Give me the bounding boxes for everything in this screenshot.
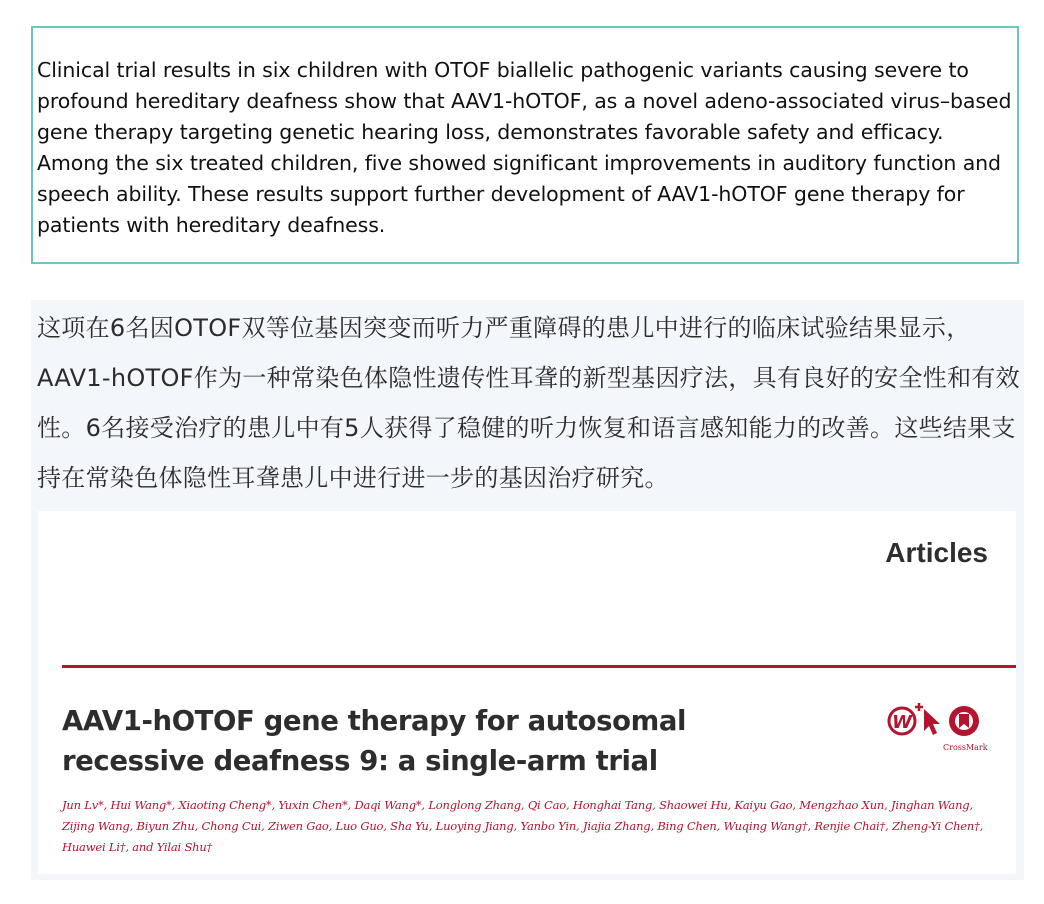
- article-title: AAV1-hOTOF gene therapy for autosomal recessive deafness 9: a single-arm trial: [62, 705, 687, 777]
- click-cursor-icon: [924, 709, 940, 735]
- crossmark-icon: [949, 706, 979, 736]
- svg-text:W: W: [892, 712, 912, 733]
- article-icons: [886, 697, 986, 747]
- title-divider: [62, 665, 1016, 668]
- article-authors: Jun Lv*, Hui Wang*, Xiaoting Cheng*, Yuxin Chen*, Daqi Wang*, Longlong Zhang, Qi Cao, Honghai Tang, Shaowei Hu, Kaiyu Gao, Mengzhao Xun, Jinghan Wang, Zijing Wang, Biyun Zhu, Chong Cui, Ziwen Gao, Luo Guo, Sha Yu, Luoying Jiang, Yanbo Yin, Jiajia Zhang, Bing Chen, Wuqing Wang†, Renjie Chai†, Zheng-Yi Chen†, Huawei Li†, and Yilai Shu†: [62, 798, 984, 854]
- section-label: Articles: [885, 537, 988, 568]
- chinese-summary-text: 这项在6名因OTOF双等位基因突变而听力严重障碍的患儿中进行的临床试验结果显示，AAV1-hOTOF作为一种常染色体隐性遗传性耳聋的新型基因疗法，具有良好的安全性和有效性。6名接受治疗的患儿中有5人获得了稳健的听力恢复和语言感知能力的改善。这些结果支持在常染色体隐性耳聋患儿中进行进一步的基因治疗研究。: [37, 314, 1020, 492]
- article-header-image: [38, 511, 1016, 874]
- web-extra-icon: [889, 703, 923, 734]
- english-summary-text: Clinical trial results in six children with OTOF biallelic pathogenic variants causing severe to profound hereditary deafness show that AAV1-hOTOF, as a novel adeno-associated virus–based gene therapy targeting genetic hearing loss, demonstrates favorable safety and efficacy. Among the six treated children, five showed significant improvements in auditory function and speech ability. These results support further development of AAV1-hOTOF gene therapy for patients with hereditary deafness.: [37, 58, 1012, 237]
- crossmark-label: CrossMark: [943, 743, 988, 752]
